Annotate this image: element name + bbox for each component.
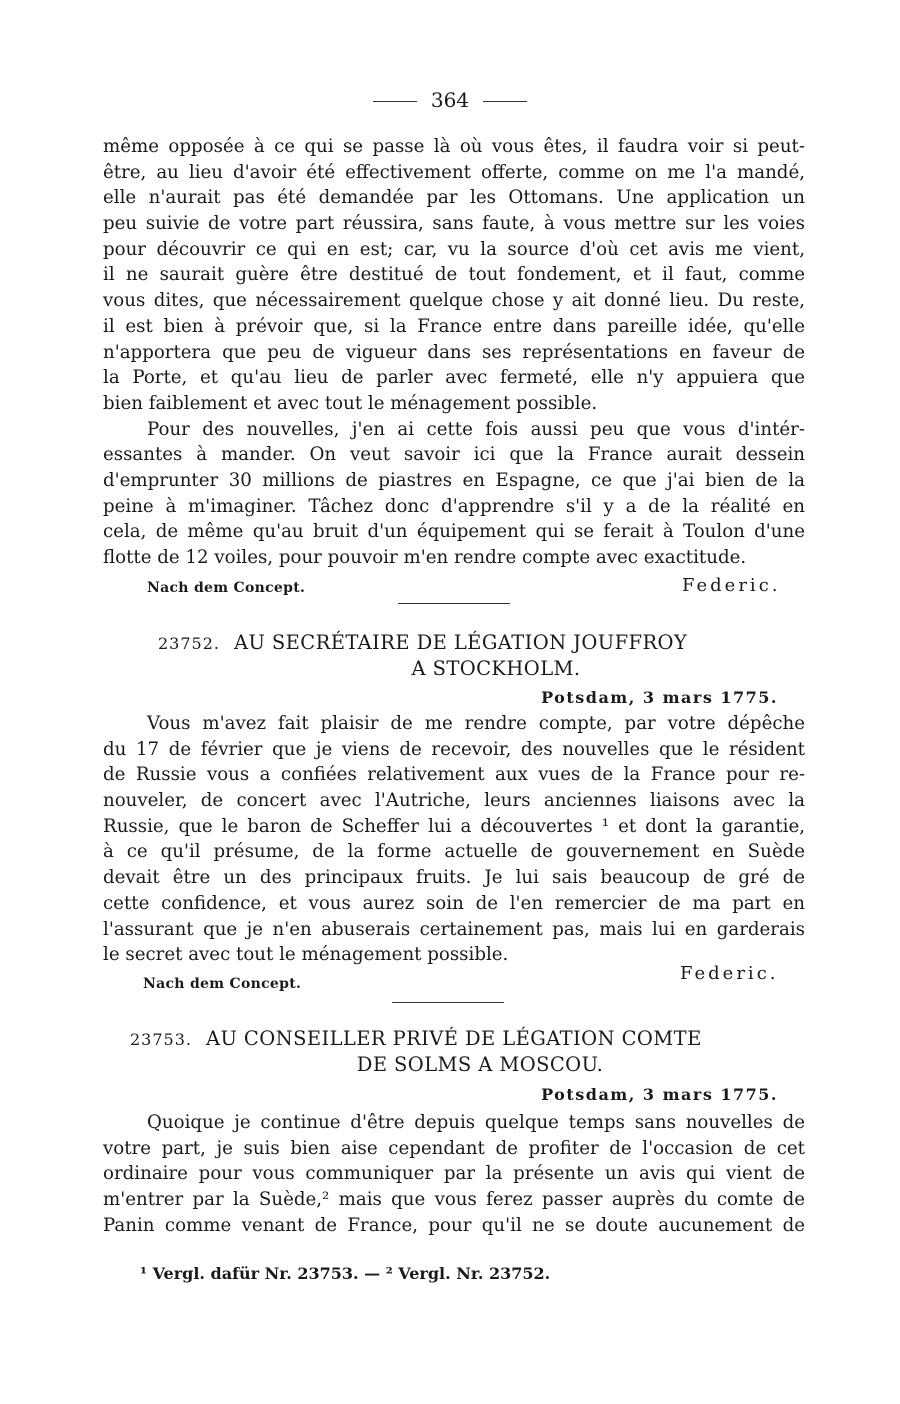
heading-line-1: AU CONSEILLER PRIVÉ DE LÉGATION COMTE bbox=[205, 1027, 702, 1050]
text-line: cette confidence, et vous aurez soin de l'en remercier de ma part en bbox=[103, 892, 805, 914]
text-line: d'emprunter 30 millions de piastres en Espagne, ce que j'ai bien de la bbox=[103, 469, 805, 491]
text-line: nouveler, de concert avec l'Autriche, leurs anciennes liaisons avec la bbox=[103, 790, 805, 812]
text-line: il est bien à prévoir que, si la France entre dans pareille idée, qu'elle bbox=[103, 315, 805, 337]
section-divider bbox=[398, 603, 510, 604]
dateline-date: 3 mars 1775. bbox=[642, 1085, 778, 1104]
text-line: pour découvrir ce qui en est; car, vu la source d'où cet avis me vient, bbox=[103, 238, 805, 260]
heading-line-1: AU SECRÉTAIRE DE LÉGATION JOUFFROY bbox=[233, 631, 688, 654]
text-line: Pour des nouvelles, j'en ai cette fois aussi peu que vous d'intér- bbox=[147, 418, 805, 440]
text-line: même opposée à ce qui se passe là où vous êtes, il faudra voir si peut- bbox=[103, 136, 805, 157]
text-line: Quoique je continue d'être depuis quelque temps sans nouvelles de bbox=[147, 1112, 805, 1133]
source-note: Nach dem Concept. bbox=[143, 976, 302, 992]
text-line: peine à m'imaginer. Tâchez donc d'apprendre s'il y a de la réalité en bbox=[103, 495, 805, 517]
letter-heading bbox=[130, 1027, 770, 1076]
header-dash-right bbox=[483, 101, 527, 102]
text-line: vous dites, que nécessairement quelque chose y ait donné lieu. Du reste, bbox=[103, 290, 805, 312]
letter-body bbox=[103, 711, 805, 968]
text-line: l'assurant que je n'en abuserais certainement pas, mais lui en garderais bbox=[103, 918, 805, 940]
text-line: à ce qu'il présume, de la forme actuelle de gouvernement en Suède bbox=[103, 841, 805, 863]
page-header bbox=[0, 88, 900, 112]
letter-number: 23753. bbox=[130, 1030, 192, 1049]
text-line: Russie, que le baron de Scheffer lui a découvertes ¹ et dont la garantie, bbox=[103, 815, 805, 837]
dateline-date: 3 mars 1775. bbox=[642, 688, 778, 707]
text-line: devait être un des principaux fruits. Je lui sais beaucoup de gré de bbox=[103, 867, 805, 889]
text-line: elle n'aurait pas été demandée par les Ottomans. Une application un bbox=[103, 187, 805, 209]
text-line: peu suivie de votre part réussira, sans faute, à vous mettre sur les voies bbox=[103, 213, 805, 235]
text-line: essantes à mander. On veut savoir ici que la France aurait dessein bbox=[103, 444, 805, 466]
text-line: bien faiblement et avec tout le ménagement possible. bbox=[103, 392, 598, 414]
text-line: flotte de 12 voiles, pour pouvoir m'en rendre compte avec exactitude. bbox=[103, 547, 747, 568]
signature: Federic. bbox=[682, 575, 781, 596]
heading-line-2: A STOCKHOLM. bbox=[411, 657, 581, 680]
text-line: être, au lieu d'avoir été effectivement offerte, comme on me l'a mandé, bbox=[103, 161, 805, 183]
footnotes: ¹ Vergl. dafür Nr. 23753. — ² Vergl. Nr. 23752. bbox=[140, 1264, 551, 1283]
dateline-place: Potsdam, bbox=[541, 1085, 636, 1104]
text-line: votre part, je suis bien aise cependant de profiter de l'occasion de cet bbox=[103, 1137, 805, 1159]
text-line: la Porte, et qu'au lieu de parler avec fermeté, elle n'y appuiera que bbox=[103, 367, 805, 389]
source-note: Nach dem Concept. bbox=[147, 580, 306, 596]
text-line: il ne saurait guère être destitué de tout fondement, et il faut, comme bbox=[103, 264, 805, 286]
dateline bbox=[541, 1085, 778, 1104]
text-line: Vous m'avez fait plaisir de me rendre compte, par votre dépêche bbox=[147, 713, 805, 734]
text-line: cela, de même qu'au bruit d'un équipement qui se ferait à Toulon d'une bbox=[103, 521, 805, 543]
signature: Federic. bbox=[680, 963, 779, 984]
header-dash-left bbox=[373, 101, 417, 102]
text-line: de Russie vous a confiées relativement aux vues de la France pour re- bbox=[103, 764, 805, 786]
text-line: du 17 de février que je viens de recevoir, des nouvelles que le résident bbox=[103, 738, 805, 760]
text-line: ordinaire pour vous communiquer par la présente un avis qui vient de bbox=[103, 1163, 805, 1185]
dateline-place: Potsdam, bbox=[541, 688, 636, 707]
continued-letter-body bbox=[103, 134, 805, 571]
heading-line-2: DE SOLMS A MOSCOU. bbox=[356, 1053, 604, 1076]
text-line: m'entrer par la Suède,² mais que vous ferez passer auprès du comte de bbox=[103, 1189, 805, 1211]
dateline bbox=[541, 688, 778, 707]
text-line: Panin comme venant de France, pour qu'il ne se doute aucunement de bbox=[103, 1214, 805, 1236]
letter-heading bbox=[158, 631, 798, 680]
letter-body bbox=[103, 1110, 805, 1238]
letter-number: 23752. bbox=[158, 634, 220, 653]
section-divider bbox=[392, 1002, 504, 1003]
text-line: n'apportera que peu de vigueur dans ses représentations en faveur de bbox=[103, 341, 805, 363]
text-line: le secret avec tout le ménagement possible. bbox=[103, 944, 509, 966]
page-number: 364 bbox=[430, 88, 470, 112]
